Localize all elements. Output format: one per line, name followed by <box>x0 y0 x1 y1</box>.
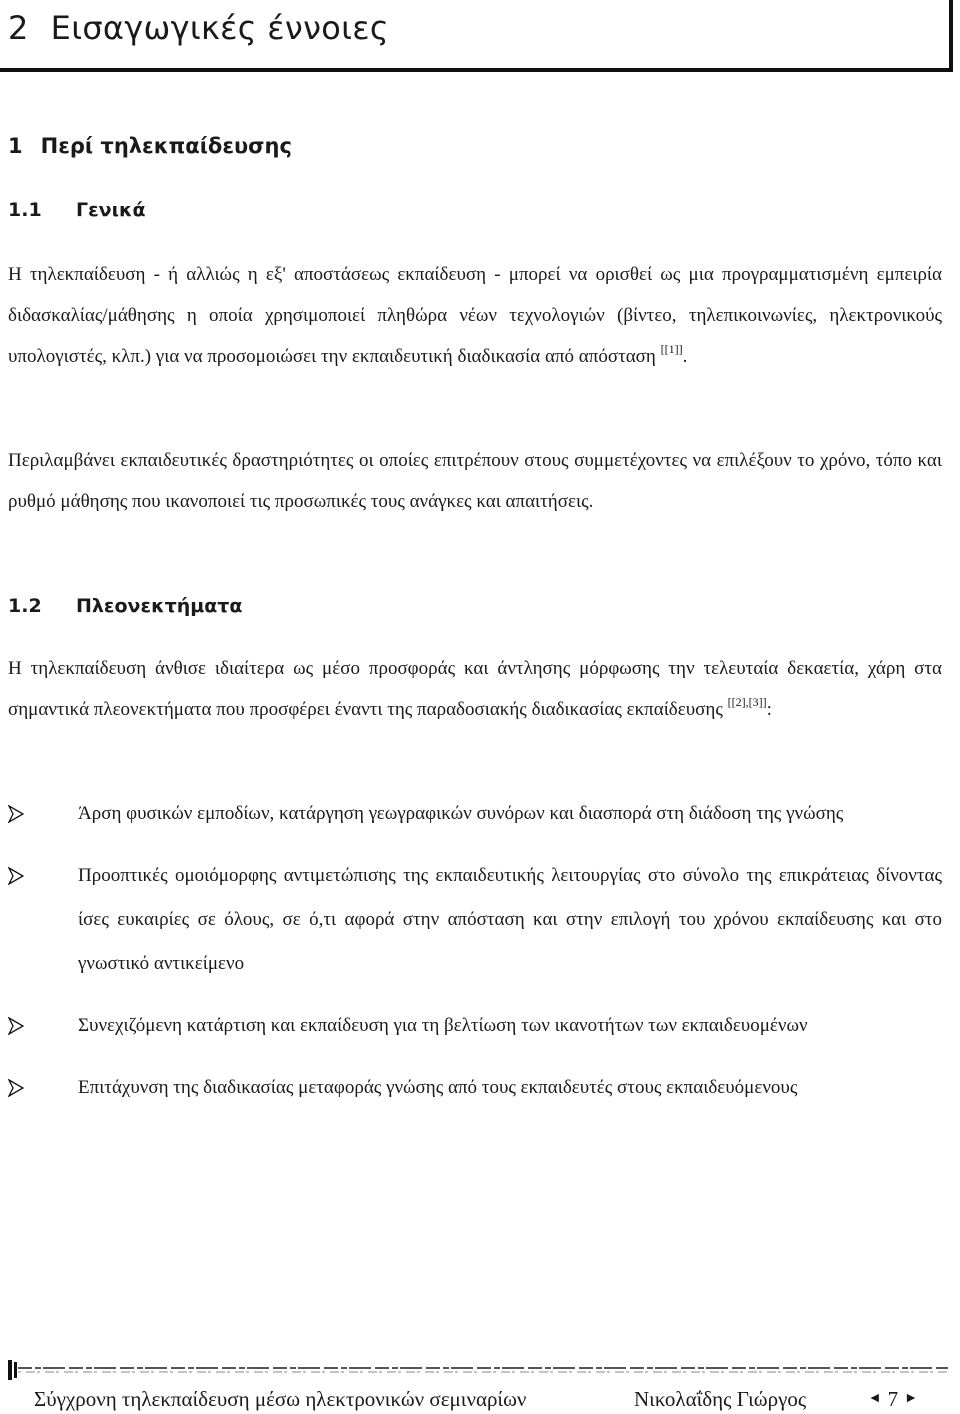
previous-page-icon[interactable]: ◄ <box>867 1391 882 1406</box>
footer-document-title: Σύγχρονη τηλεκπαίδευση μέσω ηλεκτρονικών σεμιναρίων <box>34 1387 527 1411</box>
footer-pagination <box>862 1384 924 1414</box>
subsection-title: Πλεονεκτήματα <box>76 595 243 617</box>
subsection-heading-general <box>8 196 146 224</box>
paragraph-advantages-intro <box>8 648 942 730</box>
footer-author: Νικολαΐδης Γιώργος <box>634 1387 807 1411</box>
paragraph-text: Η τηλεκπαίδευση - ή αλλιώς η εξ' αποστάσεως εκπαίδευση - μπορεί να ορισθεί ως μια προγραμματισμένη εμπειρία διδασκαλίας/μάθησης η οποία χρησιμοποιεί πληθώρα νέων τεχνολογιών (βίντεο, τηλεπικοινωνίες, ηλεκτρονικούς υπολογιστές, κλπ.) για να προσομοιώσει την εκπαιδευτική διαδικασία από απόσταση <box>8 264 942 367</box>
chapter-title-text: Εισαγωγικές έννοιες <box>50 9 389 47</box>
paragraph-definition <box>8 254 942 377</box>
list-item-text: Συνεχιζόμενη κατάρτιση και εκπαίδευση για τη βελτίωση των ικανοτήτων των εκπαιδευομένων <box>78 1015 808 1036</box>
paragraph-text: Η τηλεκπαίδευση άνθισε ιδιαίτερα ως μέσο προσφοράς και άντλησης μόρφωσης την τελευταία δεκαετία, χάρη στα σημαντικά πλεονεκτήματα που προσφέρει έναντι της παραδοσιακής διαδικασίας εκπαίδευσης <box>8 658 942 720</box>
chapter-number: 2 <box>8 9 29 47</box>
list-item <box>8 854 942 986</box>
subsection-title: Γενικά <box>76 199 146 221</box>
citation-ref: [[1]] <box>660 342 683 356</box>
subsection-number: 1.1 <box>8 199 42 221</box>
arrowhead-bullet-icon <box>8 805 24 823</box>
chapter-title <box>8 6 389 50</box>
section-heading <box>8 131 292 161</box>
list-item-text: Προοπτικές ομοιόμορφης αντιμετώπισης της εκπαιδευτικής λειτουργίας στο σύνολο της επικράτειας δίνοντας ίσες ευκαιρίες σε όλους, σε ό,τι αφορά στην απόσταση και στην επιλογή του χρόνου εκπαίδευσης και στο γνωστικό αντικείμενο <box>78 865 942 974</box>
section-number: 1 <box>8 134 23 158</box>
advantages-list <box>8 792 942 1128</box>
list-item-text: Άρση φυσικών εμποδίων, κατάργηση γεωγραφικών συνόρων και διασπορά στη διάδοση της γνώσης <box>78 803 844 824</box>
page-number: 7 <box>887 1387 899 1411</box>
page-footer <box>34 1384 924 1414</box>
paragraph-activities <box>8 440 942 522</box>
list-item <box>8 1066 942 1110</box>
list-item <box>8 1004 942 1048</box>
paragraph-text: Περιλαμβάνει εκπαιδευτικές δραστηριότητες οι οποίες επιτρέπουν στους συμμετέχοντες να επιλέξουν το χρόνο, τόπο και ρυθμό μάθησης που ικανοποιεί τις προσωπικές τους ανάγκες και απαιτήσεις. <box>8 450 942 512</box>
list-item-text: Επιτάχυνση της διαδικασίας μεταφοράς γνώσης από τους εκπαιδευτές στους εκπαιδευόμενους <box>78 1077 798 1098</box>
next-page-icon[interactable]: ► <box>904 1391 918 1406</box>
arrowhead-bullet-icon <box>8 1079 24 1097</box>
chapter-header-box <box>0 0 953 72</box>
subsection-number: 1.2 <box>8 595 42 617</box>
arrowhead-bullet-icon <box>8 867 24 885</box>
footer-decorative-rule <box>8 1360 952 1380</box>
citation-ref: [[2],[3]] <box>727 695 767 709</box>
section-title: Περί τηλεκπαίδευσης <box>40 134 292 158</box>
subsection-heading-advantages <box>8 592 242 620</box>
paragraph-end: . <box>682 346 688 367</box>
paragraph-end: : <box>766 699 772 720</box>
arrowhead-bullet-icon <box>8 1017 24 1035</box>
list-item <box>8 792 942 836</box>
